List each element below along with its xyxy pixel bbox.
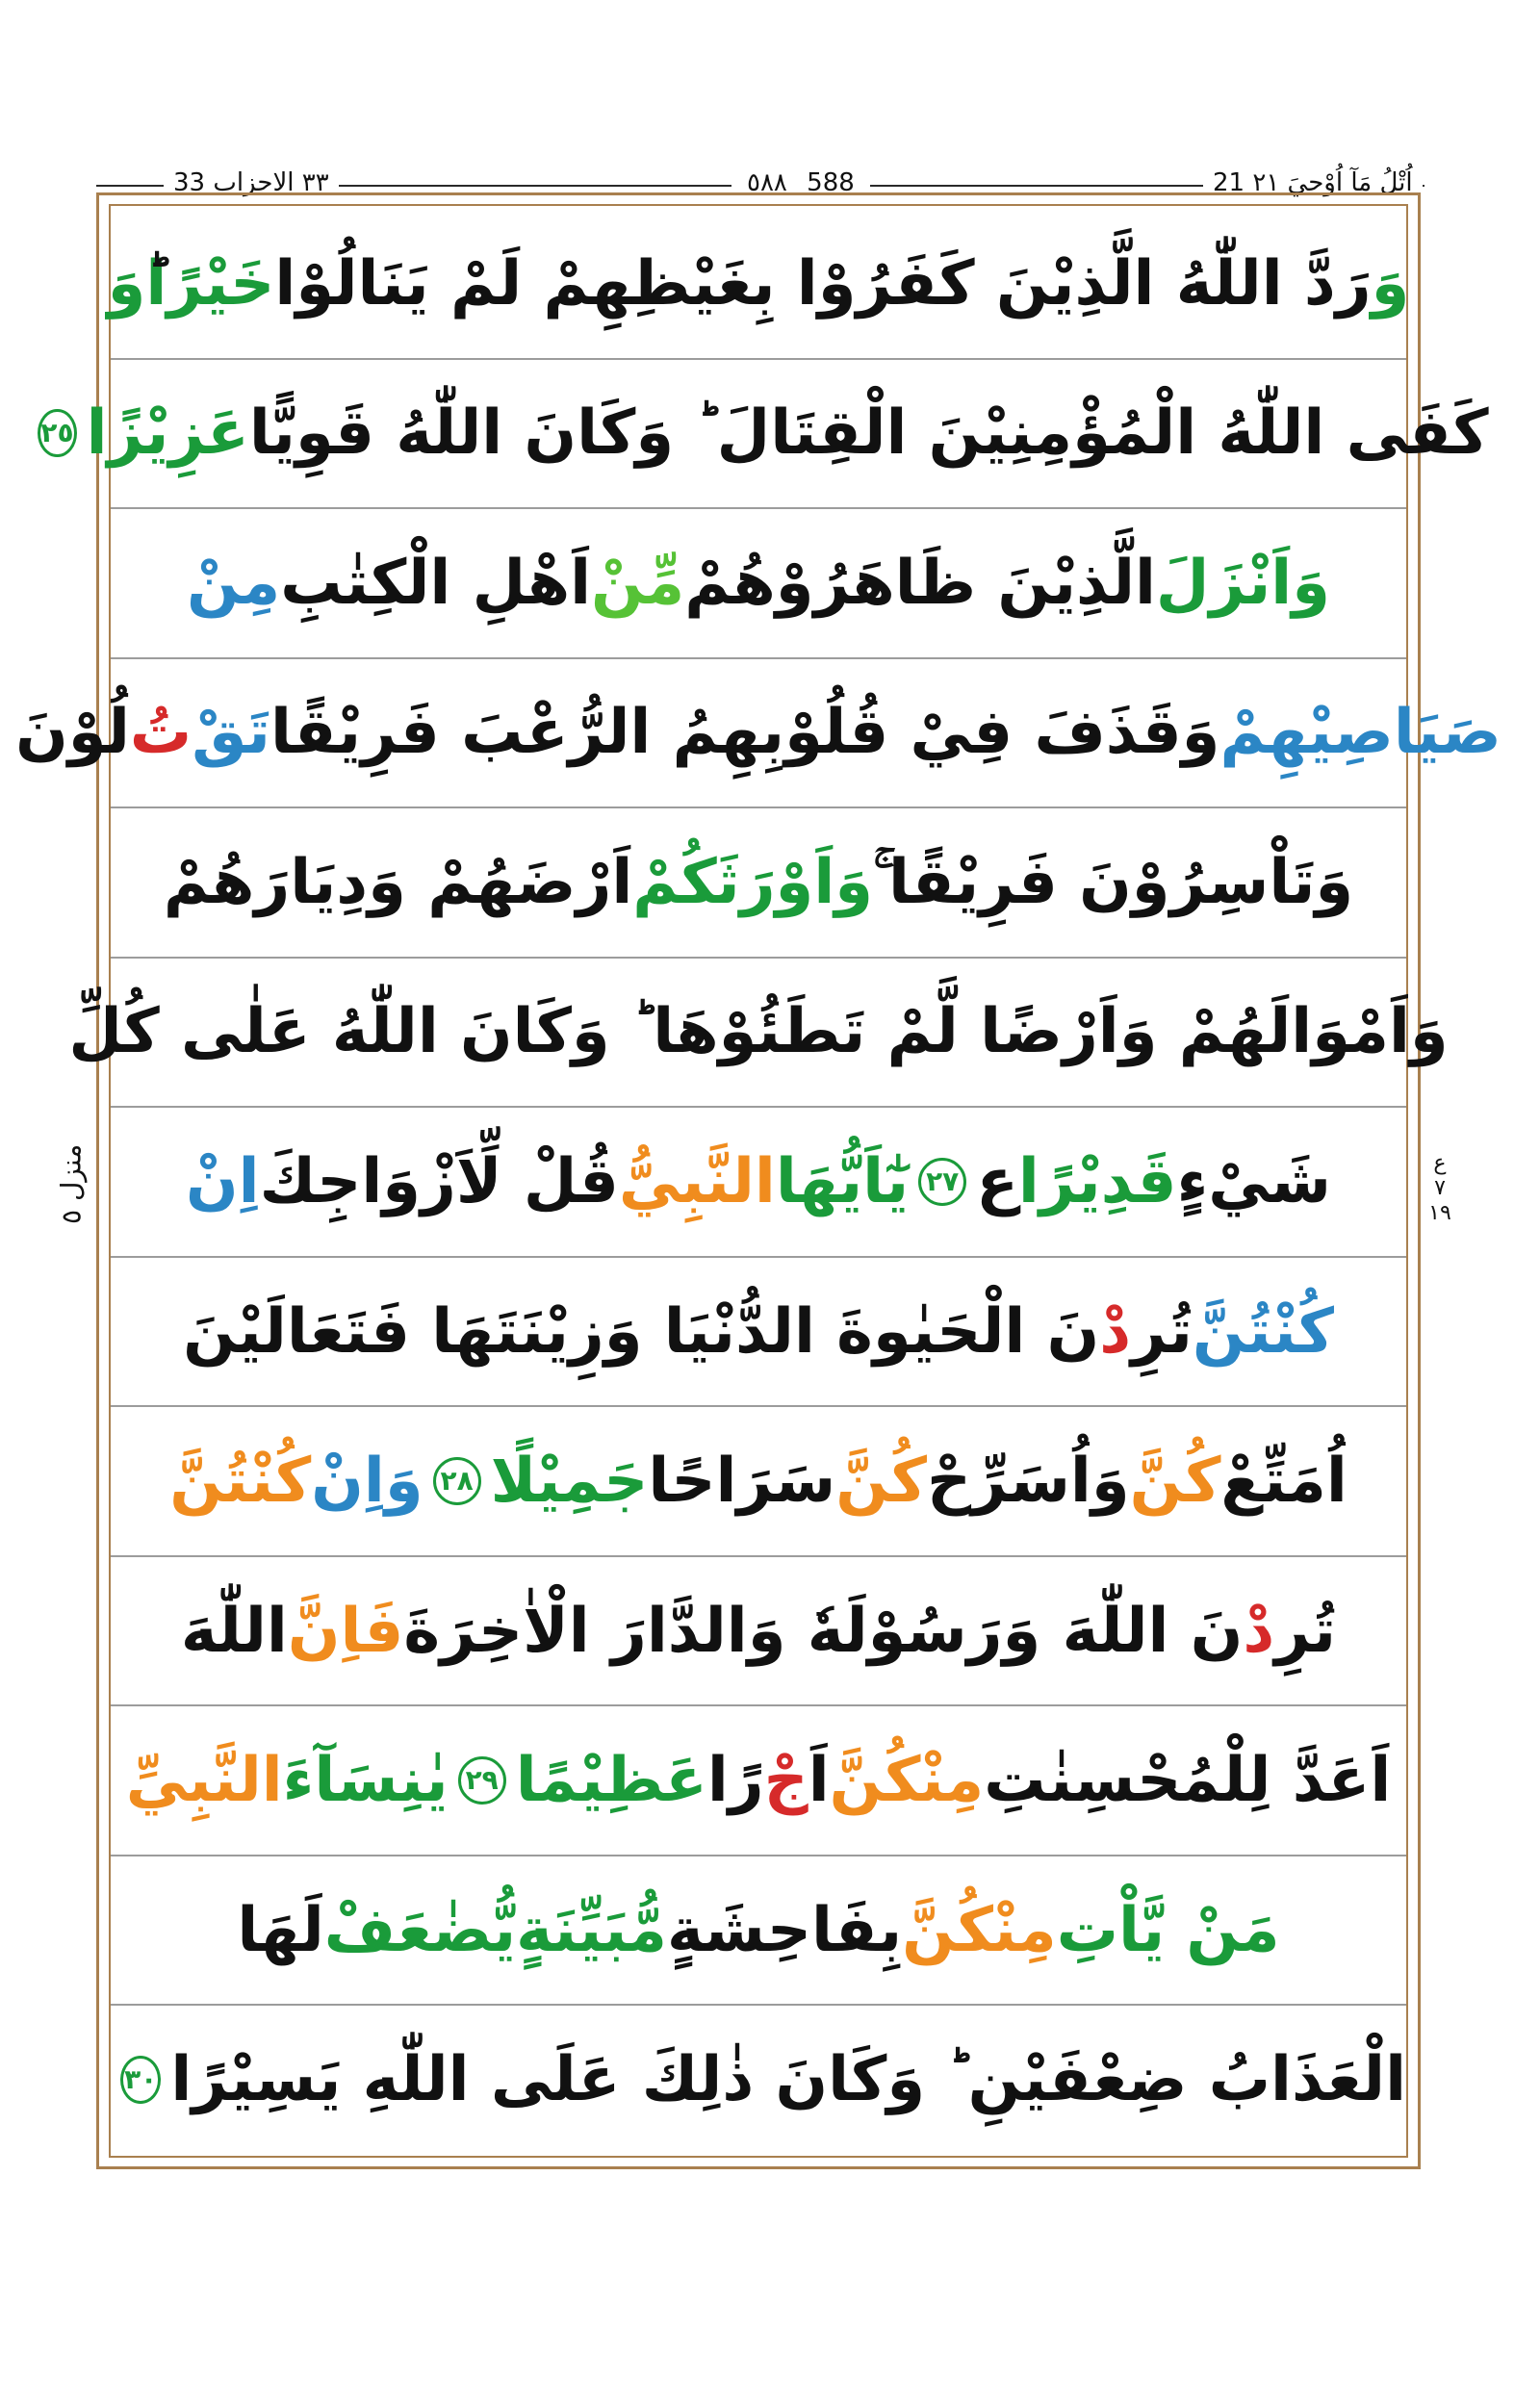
text-segment: مِنْكُنَّ [902, 1894, 1057, 1966]
text-segment: اِنْ [186, 1145, 260, 1217]
text-segment: كَفَى اللّٰهُ الْمُؤْمِنِيْنَ الْقِتَالَ ؕ وَكَانَ اللّٰهُ قَوِيًّا [248, 397, 1489, 470]
text-segment: اَرْضَهُمْ وَدِيَارَهُمْ [163, 846, 633, 918]
text-segment: مُّبَيِّنَةٍ [516, 1894, 667, 1966]
text-segment: اَ [808, 1745, 830, 1817]
text-segment: وَ [107, 247, 146, 320]
text-segment: مِّنْ [591, 547, 685, 619]
text-segment: صَيَاصِيْهِمْ [1219, 697, 1502, 769]
text-line [111, 1107, 1406, 1257]
text-segment: ع [976, 1145, 1018, 1217]
text-segment: كُنَّ [1129, 1446, 1221, 1518]
text-segment: تُ [129, 697, 192, 769]
text-segment: مِنْكُنَّ [829, 1745, 985, 1817]
text-line [111, 1406, 1406, 1556]
text-line [111, 1556, 1406, 1706]
text-segment: سَرَاحًا [648, 1446, 836, 1518]
text-segment: وَاُسَرِّحْ [927, 1446, 1130, 1518]
ruku-marker-bottom: ١٩ [1428, 1201, 1451, 1225]
text-segment: اَعَدَّ لِلْمُحْسِنٰتِ [984, 1745, 1392, 1817]
text-line [111, 1257, 1406, 1407]
text-segment: اللّٰهَ [180, 1595, 288, 1667]
text-segment: قُلْ لِّاَزْوَاجِكَ [259, 1145, 619, 1217]
text-segment: جَمِيْلًا [490, 1446, 649, 1518]
text-line [15, 658, 1502, 808]
text-line [111, 1705, 1406, 1856]
text-segment: عَظِيْمًا [515, 1745, 707, 1817]
text-segment: لَهَا [237, 1894, 324, 1966]
text-line [40, 359, 1489, 509]
text-segment: تُرِ [1274, 1595, 1337, 1667]
text-segment: اَهْلِ الْكِتٰبِ [280, 547, 591, 619]
ayah-number-marker: ٢٩ [458, 1756, 506, 1805]
text-segment: رَدَّ اللّٰهُ الَّذِيْنَ كَفَرُوْا بِغَيْظِهِمْ لَمْ يَنَالُوْا [274, 247, 1372, 320]
text-segment: دْ [1243, 1595, 1275, 1667]
page-number: 588 [807, 168, 855, 197]
text-segment: رًا [706, 1745, 764, 1817]
text-segment: وَاَنْزَلَ [1155, 547, 1330, 619]
ruku-marker [1423, 1151, 1457, 1238]
text-segment: شَيْءٍ [1176, 1145, 1331, 1217]
text-segment: عَزِيْزًا [86, 397, 249, 470]
ayah-number-marker: ٢٥ [38, 409, 76, 457]
text-segment: وَ [1371, 247, 1410, 320]
text-segment: وَاِنْ [311, 1446, 424, 1518]
text-segment: دْ [1099, 1295, 1132, 1368]
text-segment: وَتَاْسِرُوْنَ فَرِيْقًا ۚ [873, 846, 1354, 918]
text-segment: يُّضٰعَفْ [323, 1894, 517, 1966]
text-segment: تُرِ [1131, 1295, 1193, 1368]
text-segment: مِنْ [187, 547, 281, 619]
text-line [107, 209, 1410, 359]
text-segment: الْعَذَابُ ضِعْفَيْنِ ؕ وَكَانَ ذٰلِكَ عَلَى اللّٰهِ يَسِيْرًا [170, 2044, 1406, 2116]
text-segment: كُنَّ [835, 1446, 927, 1518]
text-segment: النَّبِيِّ [125, 1745, 283, 1817]
text-segment: وَاَمْوَالَهُمْ وَاَرْضًا لَّمْ تَطَئُوْهَا ؕ وَكَانَ اللّٰهُ عَلٰى كُلِّ [68, 996, 1449, 1068]
text-segment: مَنْ يَّاْتِ [1056, 1894, 1280, 1966]
text-segment: اُمَتِّعْ [1220, 1446, 1348, 1518]
text-line [111, 508, 1406, 658]
text-segment: يٰٓاَيُّهَا [775, 1145, 910, 1217]
text-segment: قَدِيْرًا [1017, 1145, 1177, 1217]
text-segment: خَيْرًا [145, 247, 275, 320]
ruku-marker-top: ع [1433, 1151, 1447, 1175]
text-segment: كُنْتُنَّ [1192, 1295, 1334, 1368]
ayah-number-marker: ٢٧ [918, 1158, 966, 1206]
text-line [111, 2005, 1406, 2155]
manzil-marker: منزل ٥ [55, 1143, 88, 1224]
text-segment: الَّذِيْنَ ظَاهَرُوْهُمْ [684, 547, 1156, 619]
text-segment: فَاِنَّ [287, 1595, 404, 1667]
text-line [68, 958, 1449, 1108]
text-segment: نَ اللّٰهَ وَرَسُوْلَهٗ وَالدَّارَ الْاٰخِرَةَ [403, 1595, 1244, 1667]
text-segment: كُنْتُنَّ [169, 1446, 312, 1518]
juz-label: 21 اُتْلُ مَآ اُوْحِيَ ٢١ [1203, 164, 1423, 202]
text-segment: نَ الْحَيٰوةَ الدُّنْيَا وَزِيْنَتَهَا فَتَعَالَيْنَ [183, 1295, 1100, 1368]
text-segment: تَقْ [192, 697, 270, 769]
text-line [111, 807, 1406, 958]
text-segment: لُوْنَ [15, 697, 130, 769]
ruku-marker-mid: ٧ [1434, 1176, 1446, 1200]
text-segment: جْ [763, 1745, 808, 1817]
text-segment: وَقَذَفَ فِيْ قُلُوْبِهِمُ الرُّعْبَ فَرِيْقًا [270, 697, 1220, 769]
ayah-number-marker: ٢٨ [433, 1457, 481, 1505]
text-segment: يٰنِسَآءَ [282, 1745, 449, 1817]
text-segment: وَاَوْرَثَكُمْ [632, 846, 874, 918]
ayah-number-marker: ٣٠ [120, 2056, 161, 2104]
surah-label: ٣٣ الاحزاب 33 [164, 164, 339, 202]
text-line [111, 1856, 1406, 2006]
page-number-arabic: ٥٨٨ [747, 168, 787, 197]
text-segment: النَّبِيُّ [618, 1145, 776, 1217]
text-segment: بِفَاحِشَةٍ [666, 1894, 903, 1966]
